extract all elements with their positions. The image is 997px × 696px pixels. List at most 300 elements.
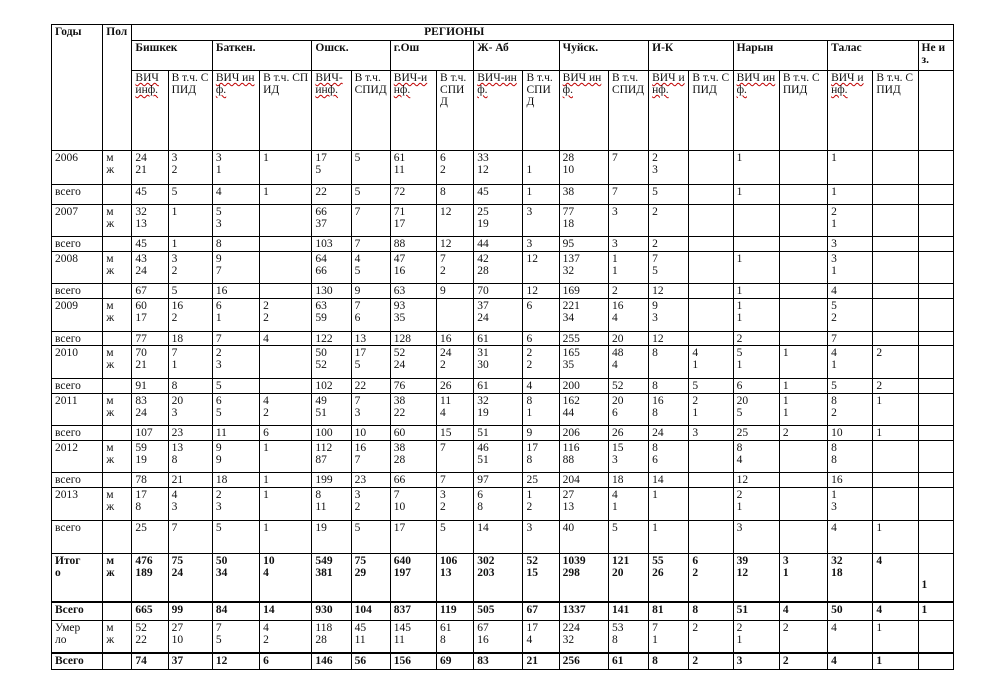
- table-cell: 25: [132, 520, 168, 554]
- table-cell: 1337: [559, 602, 608, 620]
- table-cell: 3 2: [168, 251, 212, 284]
- table-cell: 1: [168, 204, 212, 237]
- table-cell: 7: [437, 473, 474, 488]
- table-cell: 45: [132, 184, 168, 204]
- table-cell: [918, 488, 953, 521]
- table-cell: 145 11: [390, 620, 436, 653]
- table-cell: 8 8: [828, 440, 873, 473]
- table-cell: 63 59: [312, 299, 351, 332]
- row-label: всего: [52, 520, 103, 554]
- table-cell: 6 2: [437, 151, 474, 185]
- table-cell: [918, 620, 953, 653]
- table-cell: [918, 184, 953, 204]
- table-cell: 3 2: [351, 488, 390, 521]
- table-cell: 141: [608, 602, 648, 620]
- table-cell: 14: [474, 520, 523, 554]
- header-subcolumn-0: ВИЧ инф.: [132, 71, 168, 151]
- table-cell: 48 4: [608, 346, 648, 379]
- table-cell: 12: [437, 204, 474, 237]
- table-cell: 43 24: [132, 251, 168, 284]
- table-cell: 6: [733, 378, 779, 393]
- table-cell: 4 2: [260, 393, 312, 426]
- header-sex: Пол: [103, 25, 132, 151]
- table-cell: [918, 346, 953, 379]
- row-label: всего: [52, 473, 103, 488]
- table-cell: 837: [390, 602, 436, 620]
- table-cell: [689, 251, 733, 284]
- table-cell: 7 10: [390, 488, 436, 521]
- table-cell: 640 197: [390, 554, 436, 602]
- table-cell: 16 8: [649, 393, 689, 426]
- table-cell: 162 44: [559, 393, 608, 426]
- table-cell: [733, 237, 779, 252]
- table-cell: 8 11: [312, 488, 351, 521]
- row-sex: м ж: [103, 554, 132, 602]
- table-cell: 18: [168, 331, 212, 346]
- table-cell: 22: [312, 184, 351, 204]
- table-cell: 3: [608, 204, 648, 237]
- table-cell: 3: [828, 237, 873, 252]
- table-cell: 1: [873, 520, 918, 554]
- table-cell: 3: [733, 520, 779, 554]
- table-cell: 199: [312, 473, 351, 488]
- table-cell: [873, 237, 918, 252]
- table-cell: 5: [689, 378, 733, 393]
- table-cell: 26: [608, 426, 648, 441]
- table-cell: 16 4: [608, 299, 648, 332]
- table-cell: 49 51: [312, 393, 351, 426]
- table-cell: 15 3: [608, 440, 648, 473]
- row-label: всего: [52, 331, 103, 346]
- table-cell: 7 3: [351, 393, 390, 426]
- table-cell: 51: [474, 426, 523, 441]
- row-label: всего: [52, 184, 103, 204]
- table-cell: 1: [733, 151, 779, 185]
- table-cell: 6: [260, 653, 312, 670]
- table-cell: 70: [474, 284, 523, 299]
- table-cell: 2 1: [733, 488, 779, 521]
- table-cell: 6 2: [689, 554, 733, 602]
- table-cell: 7 2: [437, 251, 474, 284]
- table-cell: 99: [168, 602, 212, 620]
- table-cell: 8 1: [523, 393, 559, 426]
- table-cell: [689, 473, 733, 488]
- table-cell: 2: [873, 378, 918, 393]
- table-cell: 2 1: [689, 393, 733, 426]
- table-cell: 20 6: [608, 393, 648, 426]
- row-label: всего: [52, 378, 103, 393]
- table-cell: 60 17: [132, 299, 168, 332]
- table-cell: 76: [390, 378, 436, 393]
- table-cell: 1: [523, 184, 559, 204]
- table-cell: 4 3: [168, 488, 212, 521]
- table-cell: 1: [649, 488, 689, 521]
- table-cell: 37: [168, 653, 212, 670]
- header-region-6: И-К: [649, 40, 733, 70]
- row-sex: м ж: [103, 299, 132, 332]
- header-subcolumn-5: В т.ч. СПИД: [351, 71, 390, 151]
- table-cell: 4: [828, 653, 873, 670]
- table-cell: 2 1: [828, 204, 873, 237]
- table-cell: 7 1: [649, 620, 689, 653]
- table-cell: 1: [733, 184, 779, 204]
- table-cell: [918, 440, 953, 473]
- table-cell: 4: [523, 378, 559, 393]
- table-cell: 3: [523, 520, 559, 554]
- table-cell: 3 1: [828, 251, 873, 284]
- table-cell: 75 24: [168, 554, 212, 602]
- table-cell: 2: [779, 653, 827, 670]
- table-cell: 7 5: [649, 251, 689, 284]
- table-cell: 71 17: [390, 204, 436, 237]
- table-cell: [779, 440, 827, 473]
- table-cell: 4: [828, 520, 873, 554]
- header-subcolumn-16: ВИЧ инф.: [828, 71, 873, 151]
- row-label: 2010: [52, 346, 103, 379]
- table-cell: 17 4: [523, 620, 559, 653]
- table-cell: 66: [390, 473, 436, 488]
- table-cell: 17 8: [132, 488, 168, 521]
- table-cell: 8 2: [828, 393, 873, 426]
- table-cell: 5 1: [733, 346, 779, 379]
- table-cell: 2: [733, 331, 779, 346]
- table-cell: 3: [523, 237, 559, 252]
- table-cell: 51: [733, 602, 779, 620]
- row-label: 2011: [52, 393, 103, 426]
- table-cell: 7 6: [351, 299, 390, 332]
- table-cell: 67 16: [474, 620, 523, 653]
- header-region-2: Ошск.: [312, 40, 390, 70]
- table-cell: 77 18: [559, 204, 608, 237]
- table-cell: 3: [733, 653, 779, 670]
- table-cell: 930: [312, 602, 351, 620]
- table-cell: 122: [312, 331, 351, 346]
- table-cell: 5: [351, 151, 390, 185]
- header-subcolumn-13: В т.ч. СПИД: [689, 71, 733, 151]
- table-cell: 37 24: [474, 299, 523, 332]
- table-cell: 39 12: [733, 554, 779, 602]
- table-cell: 8 6: [649, 440, 689, 473]
- table-cell: 1: [873, 653, 918, 670]
- table-cell: [779, 284, 827, 299]
- row-sex: [103, 237, 132, 252]
- table-cell: 5: [168, 284, 212, 299]
- table-row: [52, 554, 954, 602]
- table-cell: 5: [649, 184, 689, 204]
- table-cell: 2: [649, 237, 689, 252]
- table-cell: 137 32: [559, 251, 608, 284]
- header-region-5: Чуйск.: [559, 40, 648, 70]
- table-cell: 6: [523, 331, 559, 346]
- table-cell: 3 1: [779, 554, 827, 602]
- table-row: [52, 378, 954, 393]
- table-cell: 8: [649, 378, 689, 393]
- table-cell: [779, 204, 827, 237]
- row-label: Всего: [52, 653, 103, 670]
- table-cell: 1: [779, 346, 827, 379]
- table-cell: 104: [351, 602, 390, 620]
- table-cell: [873, 440, 918, 473]
- table-cell: 6 5: [212, 393, 259, 426]
- table-cell: 8: [212, 237, 259, 252]
- header-subcolumn-14: ВИЧ инф.: [733, 71, 779, 151]
- table-cell: 9: [437, 284, 474, 299]
- header-region-4: Ж- Аб: [474, 40, 559, 70]
- table-cell: 1: [733, 284, 779, 299]
- table-cell: 4: [828, 620, 873, 653]
- table-cell: 7 5: [212, 620, 259, 653]
- table-cell: [689, 520, 733, 554]
- table-cell: 81: [649, 602, 689, 620]
- row-sex: [103, 426, 132, 441]
- row-sex: м ж: [103, 393, 132, 426]
- table-cell: 116 88: [559, 440, 608, 473]
- header-region-0: Бишкек: [132, 40, 212, 70]
- row-sex: м ж: [103, 251, 132, 284]
- table-cell: [918, 251, 953, 284]
- table-cell: 38 22: [390, 393, 436, 426]
- table-cell: 665: [132, 602, 168, 620]
- table-cell: 17 5: [312, 151, 351, 185]
- table-cell: 50: [828, 602, 873, 620]
- table-cell: 95: [559, 237, 608, 252]
- table-cell: 4: [260, 331, 312, 346]
- table-cell: 1 2: [523, 488, 559, 521]
- table-cell: 2 3: [212, 488, 259, 521]
- table-cell: 4: [212, 184, 259, 204]
- table-cell: 1: [168, 237, 212, 252]
- table-cell: 102: [312, 378, 351, 393]
- table-cell: [689, 151, 733, 185]
- header-years: Годы: [52, 25, 103, 151]
- header-subcolumn-1: В т.ч. СПИД: [168, 71, 212, 151]
- table-cell: [260, 378, 312, 393]
- table-cell: 221 34: [559, 299, 608, 332]
- table-cell: 7: [168, 520, 212, 554]
- table-cell: 16 7: [351, 440, 390, 473]
- table-cell: 16: [212, 284, 259, 299]
- table-cell: 8: [689, 602, 733, 620]
- table-cell: [918, 204, 953, 237]
- table-cell: 4: [873, 602, 918, 620]
- header-region-9: Не из.: [918, 40, 953, 70]
- header-regions-title: РЕГИОНЫ: [132, 25, 954, 41]
- table-cell: 97: [474, 473, 523, 488]
- table-cell: 11 4: [437, 393, 474, 426]
- table-cell: 7: [437, 440, 474, 473]
- table-cell: [873, 184, 918, 204]
- table-cell: 1: [779, 378, 827, 393]
- table-cell: [873, 473, 918, 488]
- table-cell: [873, 251, 918, 284]
- table-cell: [918, 151, 953, 185]
- table-cell: 549 381: [312, 554, 351, 602]
- table-cell: 16: [437, 331, 474, 346]
- table-cell: 15: [437, 426, 474, 441]
- table-cell: 17: [390, 520, 436, 554]
- table-cell: 61: [474, 378, 523, 393]
- table-cell: 9: [523, 426, 559, 441]
- table-cell: [689, 331, 733, 346]
- table-cell: 1: [260, 440, 312, 473]
- table-cell: [918, 653, 953, 670]
- table-cell: 1: [649, 520, 689, 554]
- table-cell: [873, 204, 918, 237]
- table-cell: 10: [828, 426, 873, 441]
- table-cell: 33 12: [474, 151, 523, 185]
- table-cell: 9 7: [212, 251, 259, 284]
- table-cell: 24 2: [437, 346, 474, 379]
- table-cell: 107: [132, 426, 168, 441]
- table-cell: [689, 488, 733, 521]
- table-cell: 14: [649, 473, 689, 488]
- table-cell: 53 8: [608, 620, 648, 653]
- table-cell: 61: [474, 331, 523, 346]
- table-cell: [779, 488, 827, 521]
- row-label: Итог о: [52, 554, 103, 602]
- header-subcolumn-8: ВИЧ-инф.: [474, 71, 523, 151]
- table-cell: [779, 331, 827, 346]
- table-cell: [918, 378, 953, 393]
- table-row: [52, 488, 954, 521]
- table-cell: 8: [649, 346, 689, 379]
- table-cell: 20 5: [733, 393, 779, 426]
- table-row: [52, 299, 954, 332]
- table-row: [52, 393, 954, 426]
- table-cell: 78: [132, 473, 168, 488]
- table-cell: 2: [608, 284, 648, 299]
- header-region-8: Талас: [828, 40, 918, 70]
- header-subcolumn-6: ВИЧ-инф.: [390, 71, 436, 151]
- table-cell: 4 2: [260, 620, 312, 653]
- row-sex: [103, 653, 132, 670]
- table-cell: 112 87: [312, 440, 351, 473]
- table-cell: 106 13: [437, 554, 474, 602]
- row-sex: м ж: [103, 204, 132, 237]
- header-region-7: Нарын: [733, 40, 828, 70]
- table-cell: 12: [733, 473, 779, 488]
- table-cell: 40: [559, 520, 608, 554]
- row-sex: [103, 331, 132, 346]
- table-cell: [689, 204, 733, 237]
- table-cell: [873, 151, 918, 185]
- table-cell: 146: [312, 653, 351, 670]
- table-row: [52, 331, 954, 346]
- table-cell: [689, 237, 733, 252]
- table-cell: 16: [828, 473, 873, 488]
- table-cell: 118 28: [312, 620, 351, 653]
- row-sex: м ж: [103, 620, 132, 653]
- table-cell: 46 51: [474, 440, 523, 473]
- table-cell: 8 4: [733, 440, 779, 473]
- table-cell: [918, 237, 953, 252]
- table-cell: 32 13: [132, 204, 168, 237]
- table-cell: 20 3: [168, 393, 212, 426]
- table-cell: 103: [312, 237, 351, 252]
- table-cell: 70 21: [132, 346, 168, 379]
- table-cell: 4 1: [608, 488, 648, 521]
- table-cell: 2 3: [649, 151, 689, 185]
- header-subcolumn-11: В т.ч. СПИД: [608, 71, 648, 151]
- table-cell: 61 11: [390, 151, 436, 185]
- row-label: Умер ло: [52, 620, 103, 653]
- table-cell: 83 24: [132, 393, 168, 426]
- table-cell: 60: [390, 426, 436, 441]
- table-cell: 5 2: [828, 299, 873, 332]
- table-cell: 69: [437, 653, 474, 670]
- table-cell: [689, 299, 733, 332]
- table-cell: 9: [351, 284, 390, 299]
- table-cell: 23: [168, 426, 212, 441]
- table-cell: 119: [437, 602, 474, 620]
- table-cell: [873, 299, 918, 332]
- table-cell: [873, 284, 918, 299]
- table-cell: 7: [351, 204, 390, 237]
- table-cell: 1039 298: [559, 554, 608, 602]
- table-cell: 6 8: [474, 488, 523, 521]
- table-cell: 18: [212, 473, 259, 488]
- table-cell: 61: [608, 653, 648, 670]
- table-cell: [260, 284, 312, 299]
- table-cell: 1 1: [608, 251, 648, 284]
- table-cell: 7: [828, 331, 873, 346]
- hiv-regions-table: [51, 24, 954, 670]
- table-row: [52, 151, 954, 185]
- table-cell: 5: [608, 520, 648, 554]
- header-subcolumn-3: В т.ч. СПИД: [260, 71, 312, 151]
- table-cell: 83: [474, 653, 523, 670]
- table-cell: 5: [351, 184, 390, 204]
- table-cell: 128: [390, 331, 436, 346]
- table-row: [52, 346, 954, 379]
- table-cell: 22: [351, 378, 390, 393]
- table-cell: 5: [168, 184, 212, 204]
- table-cell: 63: [390, 284, 436, 299]
- table-cell: 21: [168, 473, 212, 488]
- table-cell: [689, 440, 733, 473]
- table-row: [52, 426, 954, 441]
- table-cell: [779, 237, 827, 252]
- table-cell: [437, 299, 474, 332]
- table-cell: 27 10: [168, 620, 212, 653]
- table-cell: 5: [212, 378, 259, 393]
- table-cell: 505: [474, 602, 523, 620]
- table-cell: 25: [523, 473, 559, 488]
- table-cell: 59 19: [132, 440, 168, 473]
- table-cell: 88: [390, 237, 436, 252]
- table-cell: 66 37: [312, 204, 351, 237]
- table-cell: 23: [351, 473, 390, 488]
- table-cell: 13: [351, 331, 390, 346]
- table-cell: 302 203: [474, 554, 523, 602]
- table-cell: 4 1: [689, 346, 733, 379]
- table-row: [52, 284, 954, 299]
- table-cell: 11: [212, 426, 259, 441]
- table-cell: [260, 204, 312, 237]
- header-subcolumn-9: В т.ч. СПИД: [523, 71, 559, 151]
- table-cell: 50 52: [312, 346, 351, 379]
- table-cell: 2: [779, 620, 827, 653]
- table-cell: 32 19: [474, 393, 523, 426]
- table-cell: 1: [918, 602, 953, 620]
- row-sex: м ж: [103, 151, 132, 185]
- table-cell: 27 13: [559, 488, 608, 521]
- row-label: 2007: [52, 204, 103, 237]
- table-cell: [918, 426, 953, 441]
- table-cell: [260, 346, 312, 379]
- table-cell: 47 16: [390, 251, 436, 284]
- row-label: 2012: [52, 440, 103, 473]
